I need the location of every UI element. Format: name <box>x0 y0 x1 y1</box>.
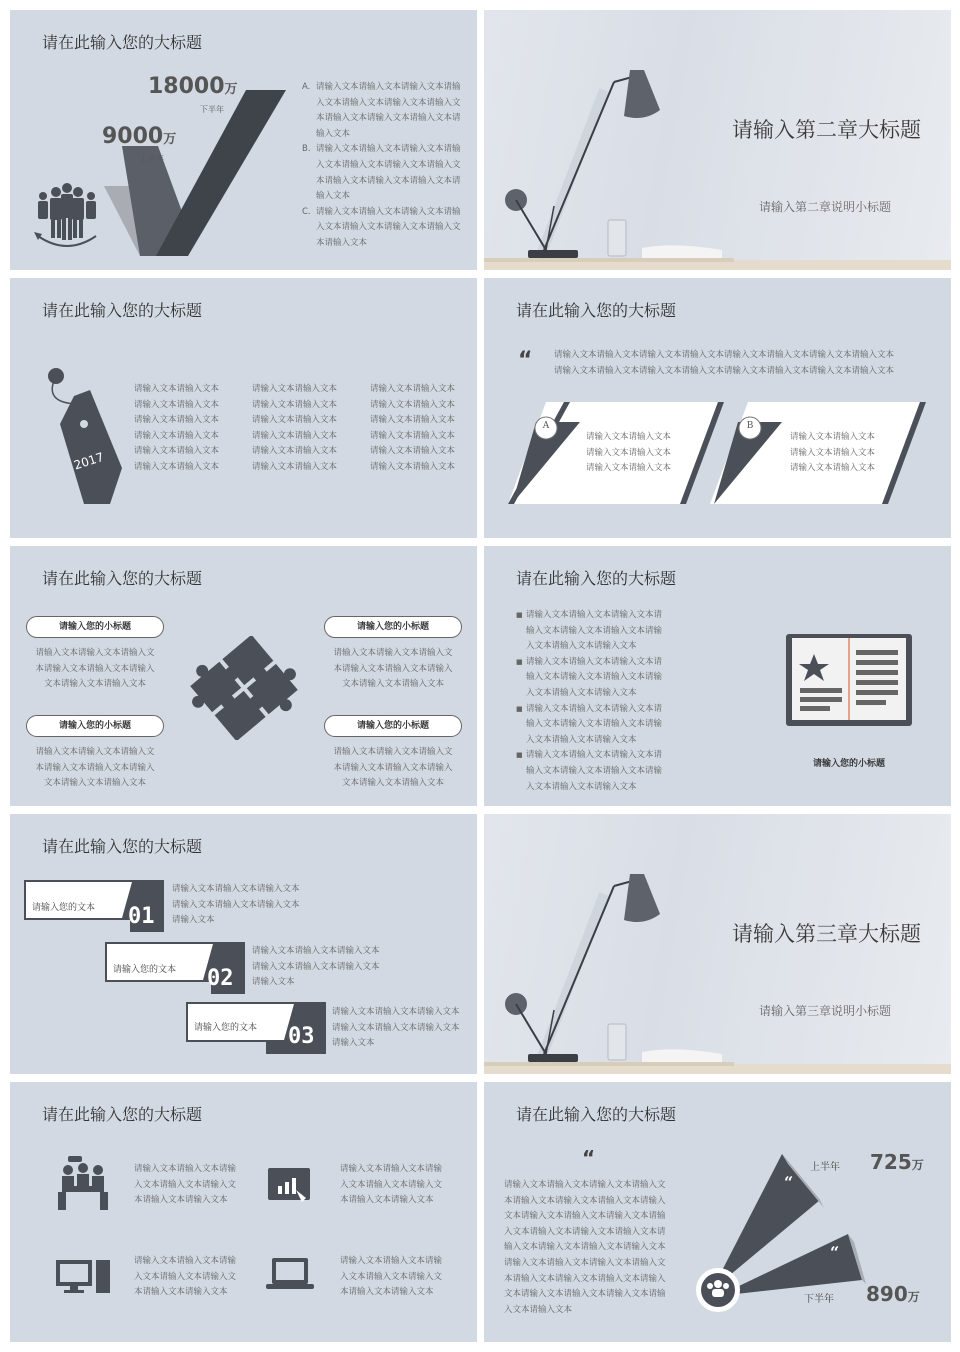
quote-mark: “ <box>518 348 533 373</box>
slide-title: 请在此输入您的大标题 <box>42 1105 203 1124</box>
chapter-title: 请输入第三章大标题 <box>732 922 921 946</box>
step-2-number: 02 <box>207 966 234 991</box>
bullet-item: ■ 请输入文本请输入文本请输入文本请 输入文本请输入文本请输入文本请输 入文本请输入文本请输入文本 <box>516 656 663 698</box>
paragraph-text: 请输入文本请输入文本请输入文本请输入文 本请输入文本请输入文本请输入文本请输入 文本请输入文本请输入文本请输入文本请输 入文本请输入文本请输入文本请输入文本请 输入文本请输入文本请输入文本请输入文本 请输入文本请输入文本请输入文本请输入文 本请输入文本请输入文本请输入文本请输入 文本请输入文本请输入文本请输入文本请输 入文本请输入文本 <box>504 1180 666 1315</box>
slide-4 <box>484 278 951 538</box>
text-block-2: 请输入文本请输入文本请输入文 本请输入文本请输入文本请输入 文本请输入文本请输入文本 <box>35 747 155 789</box>
bullet-item: ■ 请输入文本请输入文本请输入文本请 输入文本请输入文本请输入文本请输 入文本请输入文本请输入文本 <box>516 610 663 652</box>
text-item-4: 请输入文本请输入文本请输 入文本请输入文本请输入文 本请输入文本请输入文本 <box>340 1256 443 1298</box>
quote-mark: “ <box>582 1146 596 1170</box>
book-caption: 请输入您的小标题 <box>812 759 885 769</box>
bottom-wedge-quote: “ <box>830 1243 840 1262</box>
bullet-list <box>516 608 716 795</box>
tag-year: 2017 <box>72 449 106 473</box>
slide-10 <box>484 1082 951 1342</box>
value-top: 18000万 <box>148 74 238 99</box>
quote-text: 请输入文本请输入文本请输入文本请输入文本请输入文本请输入文本请输入文本请输入文本 请输入文本请输入文本请输入文本请输入文本请输入文本请输入文本请输入文本请输入文本 <box>554 350 895 376</box>
slide-1 <box>10 10 477 270</box>
meeting-icon <box>54 1156 112 1212</box>
step-2-label: 请输入您的文本 <box>113 965 177 975</box>
subtitle-pill-4: 请输入您的小标题 <box>324 715 462 737</box>
card-a-text: 请输入文本请输入文本 请输入文本请输入文本 请输入文本请输入文本 <box>586 432 672 474</box>
list-items <box>302 80 462 252</box>
card-b-letter: B <box>746 421 754 431</box>
presentation-chart-icon <box>266 1166 312 1206</box>
slide-3 <box>10 278 477 538</box>
slide-title: 请在此输入您的大标题 <box>42 569 203 588</box>
slide-9 <box>10 1082 477 1342</box>
text-block-3: 请输入文本请输入文本请输入文 本请输入文本请输入文本请输入 文本请输入文本请输入文本 <box>333 648 453 690</box>
text-column-2: 请输入文本请输入文本 请输入文本请输入文本 请输入文本请输入文本 请输入文本请输入文本 请输入文本请输入文本 请输入文本请输入文本 <box>252 384 338 472</box>
slide-5 <box>10 546 477 806</box>
text-item-1: 请输入文本请输入文本请输 入文本请输入文本请输入文 本请输入文本请输入文本 <box>134 1164 237 1206</box>
list-item-b: B. 请输入文本请输入文本请输入文本请输入文本请输入文本请输入文本请输入文本请输入文本请输入文本请输入文本请输入文本 <box>302 144 461 202</box>
slide-title: 请在此输入您的大标题 <box>516 301 677 320</box>
text-block-1: 请输入文本请输入文本请输入文 本请输入文本请输入文本请输入 文本请输入文本请输入文本 <box>35 648 155 690</box>
top-wedge-quote: “ <box>784 1173 794 1192</box>
slide-title: 请在此输入您的大标题 <box>42 837 203 856</box>
list-item-c: C. 请输入文本请输入文本请输入文本请输入文本请输入文本请输入文本请输入文本请输入文本 <box>302 206 461 248</box>
chapter-subtitle: 请输入第二章说明小标题 <box>758 200 891 214</box>
step-1-number: 01 <box>128 904 155 929</box>
slide-2-chapter <box>484 10 951 270</box>
slide-title: 请在此输入您的大标题 <box>42 33 203 52</box>
text-block-4: 请输入文本请输入文本请输入文 本请输入文本请输入文本请输入 文本请输入文本请输入文本 <box>333 747 453 789</box>
text-column-3: 请输入文本请输入文本 请输入文本请输入文本 请输入文本请输入文本 请输入文本请输入文本 请输入文本请输入文本 请输入文本请输入文本 <box>370 384 456 472</box>
chapter-subtitle: 请输入第三章说明小标题 <box>758 1004 891 1018</box>
bullet-item: ■ 请输入文本请输入文本请输入文本请 输入文本请输入文本请输入文本请输 入文本请输入文本请输入文本 <box>516 750 663 792</box>
top-label: 上半年 <box>810 1162 840 1173</box>
value-bottom: 9000万 <box>102 124 177 149</box>
slide-title: 请在此输入您的大标题 <box>516 569 677 588</box>
bottom-value: 890万 <box>866 1282 920 1306</box>
puzzle-icon <box>182 636 306 740</box>
text-item-2: 请输入文本请输入文本请输 入文本请输入文本请输入文 本请输入文本请输入文本 <box>340 1164 443 1206</box>
value-bottom-label: 上半年 <box>140 154 164 163</box>
step-3-text: 请输入文本请输入文本请输入文本 请输入文本请输入文本请输入文本 请输入文本 <box>332 1007 460 1049</box>
bullet-item: ■ 请输入文本请输入文本请输入文本请 输入文本请输入文本请输入文本请输 入文本请输入文本请输入文本 <box>516 703 663 745</box>
subtitle-pill-1: 请输入您的小标题 <box>26 616 164 638</box>
subtitle-pill-3: 请输入您的小标题 <box>324 616 462 638</box>
slide-7 <box>10 814 477 1074</box>
bottom-label: 下半年 <box>804 1294 834 1305</box>
card-b-text: 请输入文本请输入文本 请输入文本请输入文本 请输入文本请输入文本 <box>790 432 876 474</box>
chapter-title: 请输入第二章大标题 <box>732 118 921 142</box>
card-a-letter: A <box>542 421 550 431</box>
text-column-1: 请输入文本请输入文本 请输入文本请输入文本 请输入文本请输入文本 请输入文本请输入文本 请输入文本请输入文本 请输入文本请输入文本 <box>134 384 220 472</box>
step-3-label: 请输入您的文本 <box>194 1023 258 1033</box>
desktop-computer-icon <box>54 1256 112 1296</box>
list-item-a: A. 请输入文本请输入文本请输入文本请输入文本请输入文本请输入文本请输入文本请输入文本请输入文本请输入文本请输入文本 <box>302 82 461 139</box>
team-people-icon <box>34 182 100 254</box>
step-2-text: 请输入文本请输入文本请输入文本 请输入文本请输入文本请输入文本 请输入文本 <box>252 946 380 988</box>
slide-title: 请在此输入您的大标题 <box>42 301 203 320</box>
slide-title: 请在此输入您的大标题 <box>516 1105 677 1124</box>
text-item-3: 请输入文本请输入文本请输 入文本请输入文本请输入文 本请输入文本请输入文本 <box>134 1256 237 1298</box>
step-3-number: 03 <box>288 1024 315 1049</box>
slide-8-chapter <box>484 814 951 1074</box>
open-book-icon <box>784 630 914 730</box>
top-value: 725万 <box>870 1150 924 1174</box>
parallelogram-cards <box>484 278 951 538</box>
subtitle-pill-2: 请输入您的小标题 <box>26 715 164 737</box>
step-1-label: 请输入您的文本 <box>32 903 96 913</box>
price-tag-icon <box>40 364 130 510</box>
value-top-label: 下半年 <box>200 105 224 114</box>
laptop-icon <box>266 1256 314 1292</box>
step-1-text: 请输入文本请输入文本请输入文本 请输入文本请输入文本请输入文本 请输入文本 <box>172 884 300 926</box>
slide-6 <box>484 546 951 806</box>
